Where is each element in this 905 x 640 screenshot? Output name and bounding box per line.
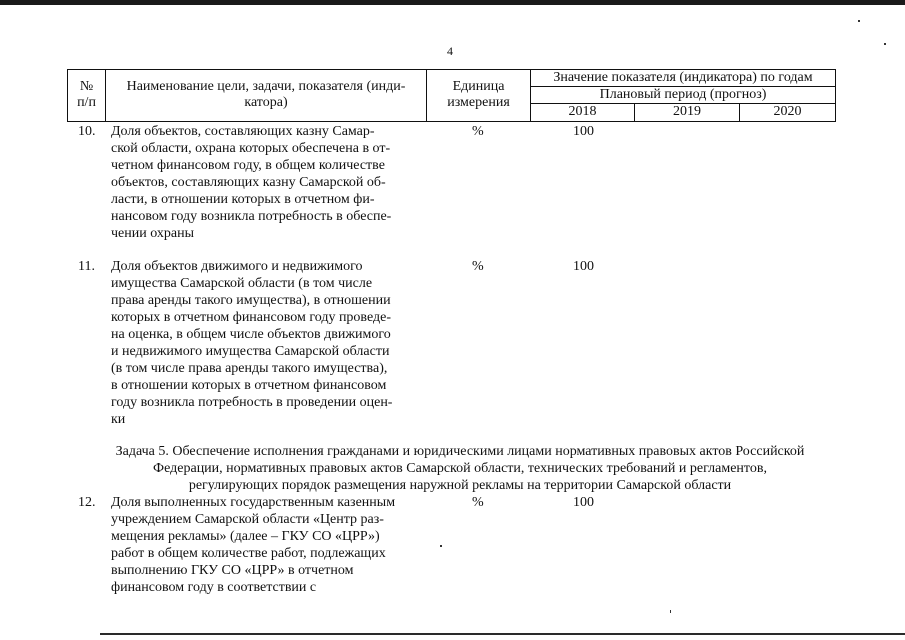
header-number-col: № п/п xyxy=(77,79,96,110)
header-value-group: Значение показателя (индикатора) по годам xyxy=(553,70,813,85)
row-indicator-name: Доля объектов, составляющих казну Самар- ской области, охрана которых обеспечена в от- четном финансовом году, в общем количестве объектов, составляющих казну Самарской об- ласти, в отношении которых в отчетном фи- нансовом году возникла потребность в обеспе- чении охраны xyxy=(111,124,392,241)
header-unit-col: Единица измерения xyxy=(447,79,510,110)
header-border-right xyxy=(835,69,836,122)
header-bottom-border xyxy=(67,121,836,122)
row-number: 12. xyxy=(78,495,96,510)
header-planned-period: Плановый период (прогноз) xyxy=(599,87,767,102)
row-value-2018: 100 xyxy=(573,124,594,139)
header-name-col: Наименование цели, задачи, показателя (инди- катора) xyxy=(126,79,406,110)
row-unit: % xyxy=(472,495,484,510)
row-indicator-name: Доля объектов движимого и недвижимого имущества Самарской области (в том числе права аренды такого имущества), в отношении которых в отчетном финансовом году проведе- на оценка, в общем числе объектов движимого и недвижимого имущества Самарской области (в том числе права аренды такого имущества), в отношении которых в отчетном финансовом году возникла потребность в проведении оцен- ки xyxy=(111,259,393,427)
header-year-2019: 2019 xyxy=(673,104,701,119)
row-unit: % xyxy=(472,124,484,139)
scan-bottom-edge xyxy=(100,633,905,635)
row-value-2018: 100 xyxy=(573,495,594,510)
scan-speck xyxy=(670,610,671,613)
scan-speck xyxy=(884,43,886,45)
scan-top-edge xyxy=(0,0,905,5)
row-number: 11. xyxy=(78,259,95,274)
scan-speck xyxy=(440,545,442,547)
row-value-2018: 100 xyxy=(573,259,594,274)
header-year-2020: 2020 xyxy=(773,104,802,119)
scan-speck xyxy=(858,20,860,22)
page-number: 4 xyxy=(447,44,453,58)
task-5-heading: Задача 5. Обеспечение исполнения гражданами и юридическими лицами нормативных правовых актов Российской Федерации, нормативных правовых актов Самарской области, технических требований и регламентов, регулирующих порядок размещения наружной рекламы на территории Самарской области xyxy=(115,444,805,493)
header-year-2018: 2018 xyxy=(568,104,597,119)
row-number: 10. xyxy=(78,124,96,139)
row-unit: % xyxy=(472,259,484,274)
row-indicator-name: Доля выполненных государственным казенным учреждением Самарской области «Центр раз- мещения рекламы» (далее – ГКУ СО «ЦРР») работ в общем количестве работ, подлежащих выполнению ГКУ СО «ЦРР» в отчетном финансовом году в соответствии с xyxy=(111,495,396,595)
